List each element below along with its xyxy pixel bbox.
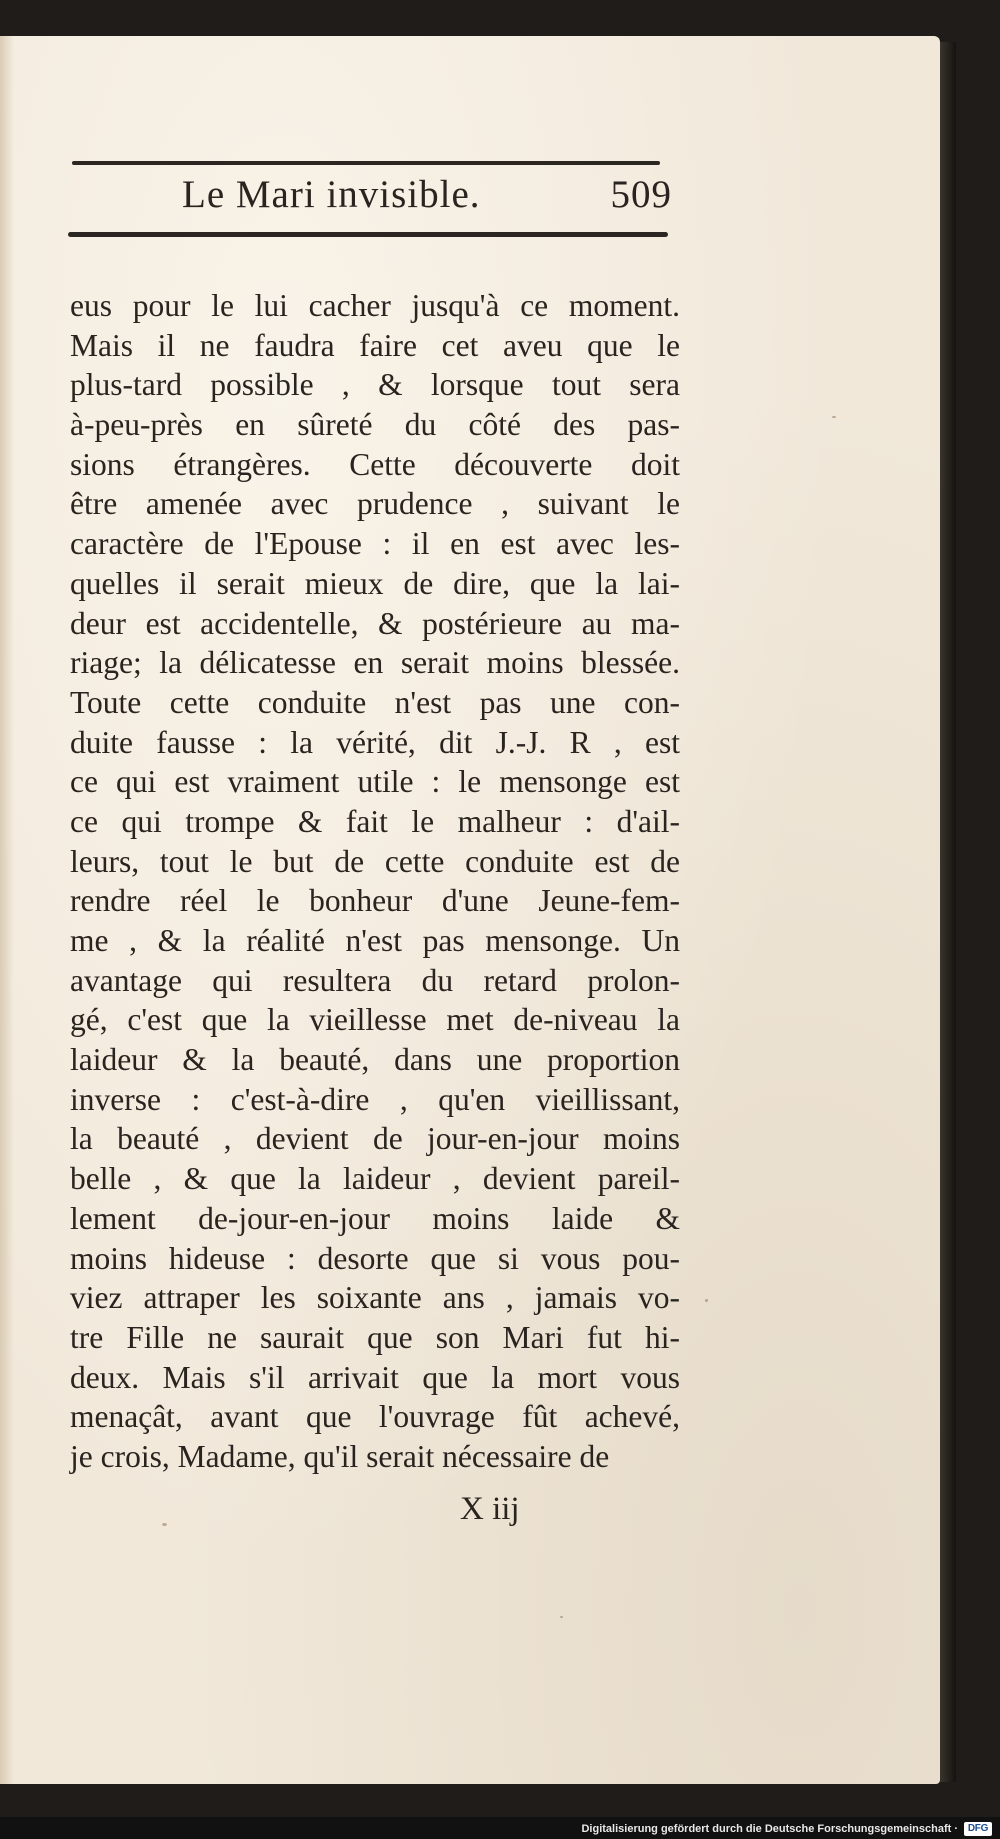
header-rule-top — [72, 161, 660, 165]
text-line: inverse : c'est-à-dire , qu'en vieillissant, — [70, 1081, 680, 1117]
text-line: ce qui est vraiment utile : le mensonge est — [70, 764, 680, 800]
text-line: leurs, tout le but de cette conduite est de — [70, 843, 680, 879]
text-line: viez attraper les soixante ans , jamais vo- — [70, 1280, 680, 1316]
book-page — [0, 36, 940, 1784]
paper-speck — [560, 1616, 563, 1618]
text-line: à-peu-près en sûreté du côté des pas- — [70, 407, 680, 443]
text-line: me , & la réalité n'est pas mensonge. Un — [70, 923, 680, 958]
text-line: lement de-jour-en-jour moins laide & — [70, 1200, 680, 1236]
footer-credit: Digitalisierung gefördert durch die Deutsche Forschungsgemeinschaft · — [581, 1823, 958, 1835]
text-line: moins hideuse : desorte que si vous pou- — [70, 1240, 680, 1276]
running-title: Le Mari invisible. — [182, 173, 481, 216]
paper-speck — [832, 416, 836, 418]
text-line: plus-tard possible , & lorsque tout sera — [70, 367, 680, 403]
text-line: quelles il serait mieux de dire, que la lai- — [70, 565, 680, 601]
text-line: la beauté , devient de jour-en-jour moins — [70, 1121, 680, 1157]
text-line: Toute cette conduite n'est pas une con- — [70, 684, 680, 720]
signature-mark: X iij — [460, 1491, 520, 1527]
header-rule-bottom — [68, 232, 668, 237]
text-line: Mais il ne faudra faire cet aveu que le — [70, 327, 680, 363]
text-line: sions étrangères. Cette découverte doit — [70, 446, 680, 482]
text-line: laideur & la beauté, dans une proportion — [70, 1042, 680, 1078]
text-line: eus pour le lui cacher jusqu'à ce moment. — [70, 288, 680, 323]
text-line: ce qui trompe & fait le malheur : d'ail- — [70, 803, 680, 839]
body-text — [70, 286, 680, 1477]
text-line: deur est accidentelle, & postérieure au ma- — [70, 605, 680, 641]
dfg-logo: DFG — [964, 1822, 992, 1836]
text-line: être amenée avec prudence , suivant le — [70, 486, 680, 522]
page-number: 509 — [610, 173, 672, 216]
text-line: je crois, Madame, qu'il serait nécessaire de — [70, 1438, 610, 1474]
text-line: gé, c'est que la vieillesse met de-niveau la — [70, 1002, 680, 1038]
text-line: belle , & que la laideur , devient pareil- — [70, 1161, 680, 1197]
footer-bar — [0, 1817, 1000, 1839]
text-line: rendre réel le bonheur d'une Jeune-fem- — [70, 883, 680, 919]
page-spine-shadow — [0, 36, 14, 1784]
text-line: deux. Mais s'il arrivait que la mort vous — [70, 1359, 680, 1395]
text-line: avantage qui resultera du retard prolon- — [70, 962, 680, 998]
text-line: tre Fille ne saurait que son Mari fut hi- — [70, 1319, 680, 1355]
paper-speck — [162, 1523, 167, 1526]
paper-speck — [705, 1299, 708, 1302]
text-line: duite fausse : la vérité, dit J.-J. R , est — [70, 724, 680, 760]
text-line: caractère de l'Epouse : il en est avec les- — [70, 526, 680, 562]
text-line: riage; la délicatesse en serait moins blessée. — [70, 645, 680, 681]
text-line: menaçât, avant que l'ouvrage fût achevé, — [70, 1399, 680, 1435]
page-edge-shadow — [940, 42, 956, 1782]
running-head — [72, 172, 672, 228]
